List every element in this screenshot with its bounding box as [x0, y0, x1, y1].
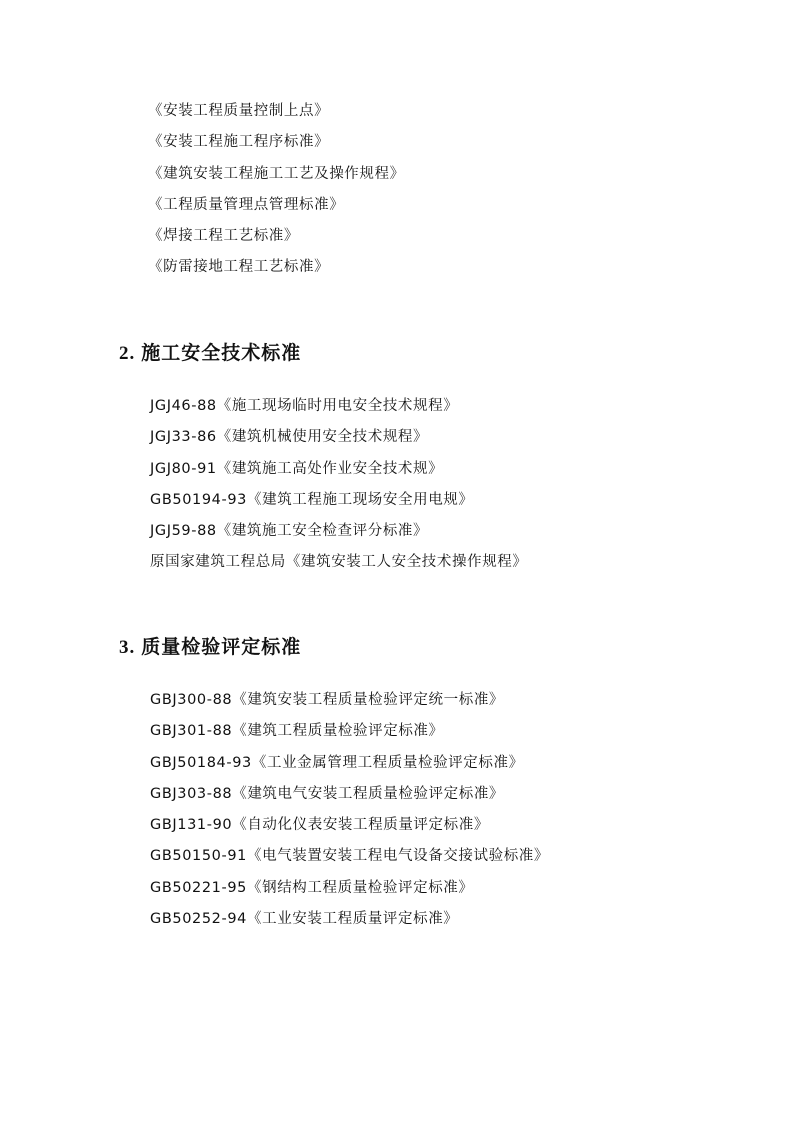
list-item: JGJ59-88《建筑施工安全检查评分标准》 — [150, 523, 429, 540]
list-item: 《焊接工程工艺标准》 — [148, 228, 299, 245]
list-item: GB50252-94《工业安装工程质量评定标准》 — [150, 911, 459, 928]
section-heading-safety — [119, 340, 301, 367]
list-item: GB50221-95《钢结构工程质量检验评定标准》 — [150, 879, 474, 896]
list-item: 《安装工程质量控制上点》 — [148, 103, 330, 119]
list-item: GBJ301-88《建筑工程质量检验评定标准》 — [150, 723, 444, 740]
list-item: 《工程质量管理点管理标准》 — [148, 196, 345, 213]
list-item: GBJ300-88《建筑安装工程质量检验评定统一标准》 — [150, 692, 505, 708]
standards-list-safety — [150, 391, 528, 579]
section-heading-quality — [119, 634, 301, 661]
section-number: 2. — [119, 343, 136, 364]
list-item: 原国家建筑工程总局《建筑安装工人安全技术操作规程》 — [150, 554, 528, 571]
section-title: 质量检验评定标准 — [141, 636, 302, 658]
list-item: GBJ131-90《自动化仪表安装工程质量评定标准》 — [150, 817, 489, 834]
list-item: GBJ50184-93《工业金属管理工程质量检验评定标准》 — [150, 754, 524, 771]
standards-list-construction-process — [148, 96, 405, 284]
list-item: JGJ33-86《建筑机械使用安全技术规程》 — [150, 429, 429, 446]
list-item: 《建筑安装工程施工工艺及操作规程》 — [148, 165, 405, 182]
section-title: 施工安全技术标准 — [141, 342, 302, 364]
list-item: GB50150-91《电气装置安装工程电气设备交接试验标准》 — [150, 848, 549, 865]
list-item: GBJ303-88《建筑电气安装工程质量检验评定标准》 — [150, 785, 505, 802]
list-item: 《防雷接地工程工艺标准》 — [148, 259, 330, 276]
list-item: 《安装工程施工程序标准》 — [148, 134, 330, 151]
list-item: JGJ46-88《施工现场临时用电安全技术规程》 — [150, 398, 459, 414]
list-item: GB50194-93《建筑工程施工现场安全用电规》 — [150, 491, 474, 508]
list-item: JGJ80-91《建筑施工高处作业安全技术规》 — [150, 460, 444, 477]
standards-list-quality — [150, 685, 549, 935]
section-number: 3. — [119, 637, 136, 658]
